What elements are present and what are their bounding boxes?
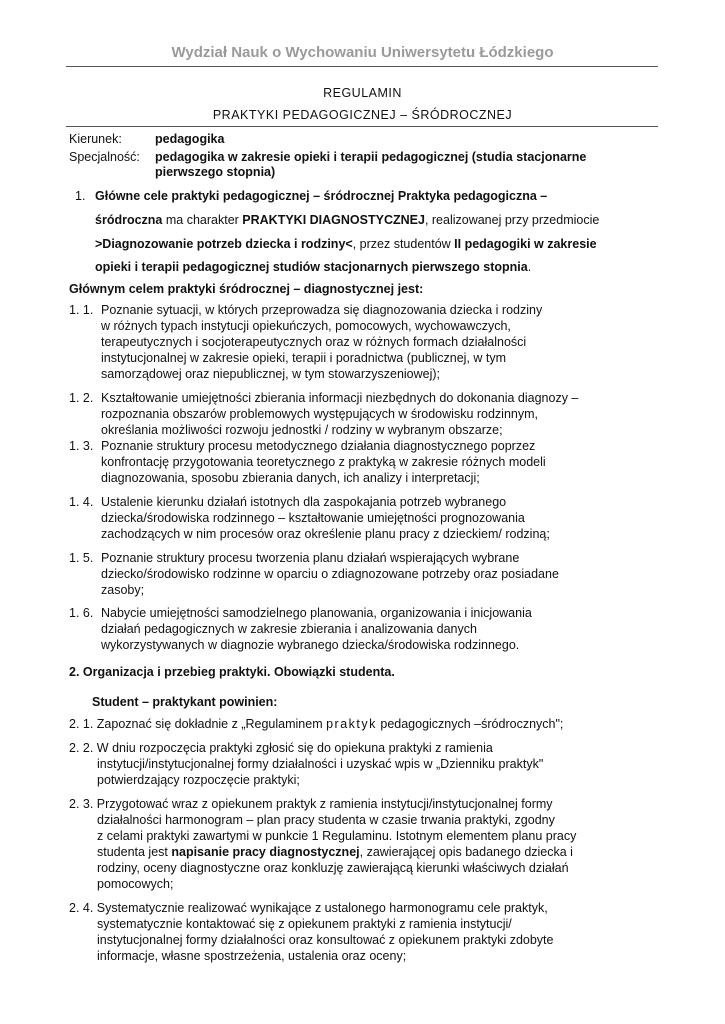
goal-item-2-line-1: [69, 390, 578, 406]
duty-2-1-text-c: pedagogicznych –śródrocznych";: [376, 717, 564, 731]
goal-item-text: Ustalenie kierunku działań istotnych dla zaspokajania potrzeb wybranego: [101, 495, 507, 509]
goal-item-1-line-1: [69, 302, 542, 318]
goal-item-text: działań pedagogicznych w zakresie zbierania i analizowania danych: [101, 622, 477, 636]
goal-item-text: określania możliwości rozwoju jednostki / rodziny w wybranym obszarze;: [101, 423, 503, 437]
duty-number: 2. 2.: [69, 741, 94, 755]
goal-item-1-line-4: [101, 350, 506, 366]
duty-2-3-line-5: rodziny, oceny diagnostyczne oraz konkluzję zawierającą kierunki właściwych działań: [97, 861, 569, 875]
kierunek-value: pedagogika: [155, 132, 225, 146]
goal-item-text: zasoby;: [101, 583, 145, 597]
student-heading: Student – praktykant powinien:: [92, 695, 278, 709]
goal-item-2-line-3: [101, 422, 503, 438]
goal-item-2-line-2: [101, 406, 538, 422]
duty-2-3-text-c: , zawierającej opis badanego dziecka i: [359, 845, 573, 859]
section-2-heading: 2. Organizacja i przebieg praktyki. Obowiązki studenta.: [69, 665, 395, 679]
section-1-title: Główne cele praktyki pedagogicznej – śródrocznej Praktyka pedagogiczna –: [95, 189, 548, 203]
goal-item-5-line-1: [69, 550, 519, 566]
s1-text-c: , przez studentów: [352, 237, 455, 251]
section-1-line-1: [69, 188, 547, 204]
goal-item-3-line-2: [101, 454, 546, 470]
goal-item-text: terapeutycznych i socjoterapeutycznych oraz w różnych formach działalności: [101, 335, 527, 349]
goal-item-number: 1. 3.: [69, 439, 94, 453]
duty-2-1-text-b: praktyk: [326, 717, 377, 731]
goal-item-number: 1. 2.: [69, 391, 94, 405]
header-rule: [66, 66, 658, 67]
students-group-cont: opieki i terapii pedagogicznej studiów stacjonarnych pierwszego stopnia: [95, 260, 528, 274]
duty-2-3-line-6: pomocowych;: [97, 877, 174, 891]
goal-item-1-line-5: [101, 366, 440, 382]
duty-2-3-text-a: studenta jest: [97, 845, 172, 859]
field-specjalnosc: [69, 149, 586, 165]
duty-2-4-text: Systematycznie realizować wynikające z ustalonego harmonogramu cele praktyk,: [93, 901, 548, 915]
duty-2-4-line-4: informacje, własne spostrzeżenia, ustalenia oraz oceny;: [97, 949, 407, 963]
specjalnosc-value-2: pierwszego stopnia): [155, 165, 276, 179]
duty-2-2-line-2: instytucji/instytucjonalnej formy działalności i uzyskać wpis w „Dzienniku praktyk": [97, 757, 544, 771]
goal-item-text: dziecka/środowiska rodzinnego – kształtowanie umiejętności prognozowania: [101, 511, 525, 525]
goal-item-text: dziecko/środowisko rodzinne w oparciu o zdiagnozowane potrzeby oraz posiadane: [101, 567, 559, 581]
duty-number: 2. 1.: [69, 717, 94, 731]
kierunek-label: Kierunek:: [69, 132, 122, 146]
goal-item-text: Kształtowanie umiejętności zbierania informacji niezbędnych do dokonania diagnozy –: [101, 391, 579, 405]
course-name: >Diagnozowanie potrzeb dziecka i rodziny<: [95, 237, 353, 251]
praktyka-type: PRAKTYKI DIAGNOSTYCZNEJ: [242, 213, 425, 227]
goal-item-text: rozpoznania obszarów problemowych występujących w środowisku rodzinnym,: [101, 407, 538, 421]
goal-item-4-line-2: [101, 510, 525, 526]
goal-item-text: Nabycie umiejętności samodzielnego planowania, organizowania i inicjowania: [101, 606, 532, 620]
duty-2-2-line-1: [69, 740, 493, 756]
section-1-number: 1.: [75, 189, 86, 203]
goal-item-text: konfrontację przygotowania teoretycznego z praktyką w zakresie różnych modeli: [101, 455, 546, 469]
goal-item-5-line-3: [101, 582, 144, 598]
goal-heading: Głównym celem praktyki śródrocznej – diagnostycznej jest:: [69, 282, 424, 296]
duty-2-1: [69, 716, 563, 732]
goal-item-number: 1. 6.: [69, 606, 94, 620]
duty-2-2-line-3: potwierdzający rozpoczęcie praktyki;: [97, 773, 300, 787]
doc-title: REGULAMIN: [323, 86, 402, 100]
duty-2-3-line-1: [69, 796, 553, 812]
section-1-line-2: [95, 212, 599, 228]
s1-period: .: [527, 260, 532, 274]
goal-item-6-line-2: [101, 621, 477, 637]
goal-item-3-line-3: [101, 470, 480, 486]
goal-item-3-line-1: [69, 438, 535, 454]
goal-item-6-line-1: [69, 605, 532, 621]
goal-item-number: 1. 1.: [69, 303, 94, 317]
goal-item-text: Poznanie struktury procesu tworzenia planu działań wspierających wybrane: [101, 551, 520, 565]
duty-2-3-line-2: działalności harmonogram – plan pracy studenta w czasie trwania praktyki, zgodny: [97, 813, 555, 827]
section-1-line-3: [95, 236, 597, 252]
s1-text-a: ma charakter: [162, 213, 243, 227]
goal-item-text: zachodzących w nim procesów oraz określenie planu pracy z dzieckiem/ rodziną;: [101, 527, 550, 541]
section-1-line-4: [95, 259, 531, 275]
goal-item-text: w różnych typach instytucji opiekuńczych, pomocowych, wychowawczych,: [101, 319, 511, 333]
goal-item-number: 1. 4.: [69, 495, 94, 509]
doc-subtitle: PRAKTYKI PEDAGOGICZNEJ – ŚRÓDROCZNEJ: [212, 108, 513, 122]
goal-item-text: Poznanie struktury procesu metodycznego działania diagnostycznego poprzez: [101, 439, 536, 453]
title-rule: [66, 126, 658, 127]
duty-2-4-line-1: [69, 900, 548, 916]
duty-number: 2. 3.: [69, 797, 94, 811]
goal-item-text: Poznanie sytuacji, w których przeprowadza się diagnozowania dziecka i rodziny: [101, 303, 543, 317]
students-group: II pedagogiki w zakresie: [454, 237, 597, 251]
specjalnosc-label: Specjalność:: [69, 150, 140, 164]
duty-2-4-line-3: instytucjonalnej formy działalności oraz konsultować z opiekunem praktyki zdobyte: [97, 933, 554, 947]
duty-2-3-line-4: [97, 844, 573, 860]
goal-item-1-line-3: [101, 334, 526, 350]
duty-2-3-line-3: z celami praktyki zawartymi w punkcie 1 Regulaminu. Istotnym elementem planu pracy: [97, 829, 577, 843]
goal-item-text: wykorzystywanych w diagnozie wybranego dziecka/środowiska rodzinnego.: [101, 638, 520, 652]
goal-item-5-line-2: [101, 566, 559, 582]
duty-2-3-text: Przygotować wraz z opiekunem praktyk z ramienia instytucji/instytucjonalnej formy: [93, 797, 553, 811]
praktyka-name: śródroczna: [95, 213, 163, 227]
s1-text-b: , realizowanej przy przedmiocie: [424, 213, 600, 227]
duty-number: 2. 4.: [69, 901, 94, 915]
field-kierunek: [69, 131, 224, 147]
goal-item-4-line-1: [69, 494, 506, 510]
specjalnosc-value-1: pedagogika w zakresie opieki i terapii pedagogicznej (studia stacjonarne: [155, 150, 587, 164]
duty-2-1-text-a: Zapoznać się dokładnie z „Regulaminem: [93, 717, 327, 731]
faculty-header: Wydział Nauk o Wychowaniu Uniwersytetu Łódzkiego: [171, 44, 554, 61]
goal-item-text: diagnozowania, sposobu zbierania danych, ich analizy i interpretacji;: [101, 471, 480, 485]
goal-item-6-line-3: [101, 637, 519, 653]
goal-item-1-line-2: [101, 318, 511, 334]
goal-item-number: 1. 5.: [69, 551, 94, 565]
duty-2-4-line-2: systematycznie kontaktować się z opiekunem praktyki z ramienia instytucji/: [97, 917, 512, 931]
goal-item-text: samorządowej oraz niepublicznej, w tym stowarzyszeniowej);: [101, 367, 441, 381]
goal-item-text: instytucjonalnej w zakresie opieki, terapii i poradnictwa (publicznej, w tym: [101, 351, 507, 365]
duty-2-3-text-b: napisanie pracy diagnostycznej: [171, 845, 360, 859]
duty-2-2-text: W dniu rozpoczęcia praktyki zgłosić się do opiekuna praktyki z ramienia: [93, 741, 493, 755]
goal-item-4-line-3: [101, 526, 550, 542]
